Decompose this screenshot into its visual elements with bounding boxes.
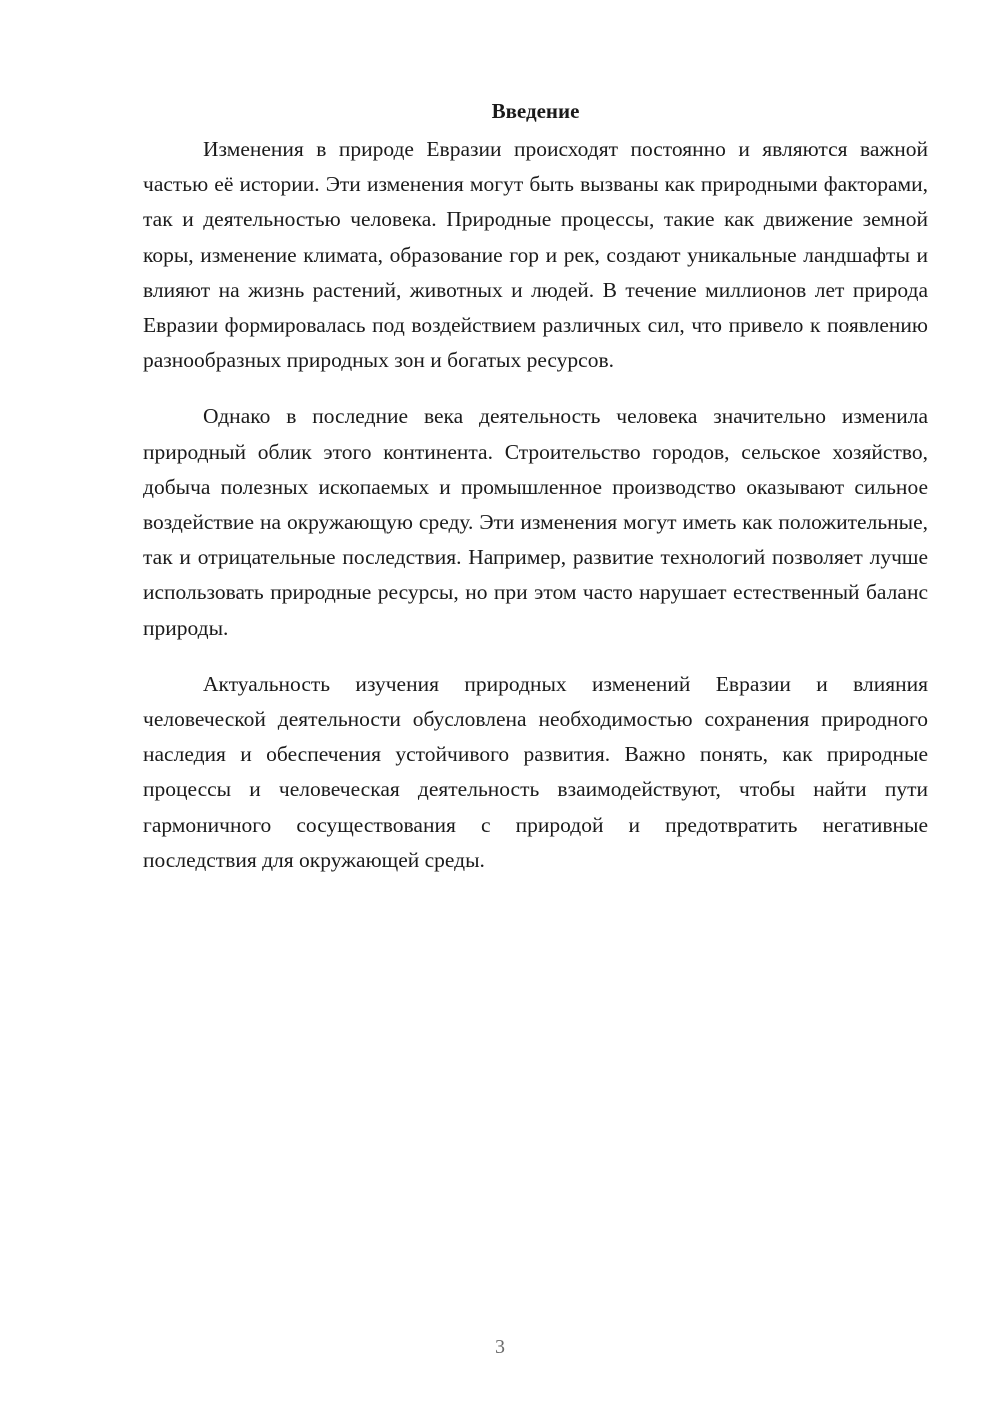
section-title: Введение xyxy=(491,99,580,123)
paragraph-3: Актуальность изучения природных изменений Евразии и влияния человеческой деятельности обусловлена необходимостью сохранения природного наследия и обеспечения устойчивого развития. Важно понять, как природные процессы и человеческая деятельность взаимодействуют, чтобы найти пути гармоничного сосуществования с природой и предотвратить негативные последствия для окружающей среды. xyxy=(143,671,928,872)
paragraph-2: Однако в последние века деятельность человека значительно изменила природный облик этого континента. Строительство городов, сельское хозяйство, добыча полезных ископаемых и промышленное производство оказывают сильное воздействие на окружающую среду. Эти изменения могут иметь как положительные, так и отрицательные последствия. Например, развитие технологий позволяет лучше использовать природные ресурсы, но при этом часто нарушает естественный баланс природы. xyxy=(143,404,928,640)
paragraph-1: Изменения в природе Евразии происходят постоянно и являются важной частью её истории. Эти изменения могут быть вызваны как природными факторами, так и деятельностью человека. Природные процессы, такие как движение земной коры, изменение климата, образование гор и рек, создают уникальные ландшафты и влияют на жизнь растений, животных и людей. В течение миллионов лет природа Евразии формировалась под воздействием различных сил, что привело к появлению разнообразных природных зон и богатых ресурсов. xyxy=(143,137,928,373)
document-body xyxy=(143,96,928,899)
page-number: 3 xyxy=(495,1336,505,1358)
